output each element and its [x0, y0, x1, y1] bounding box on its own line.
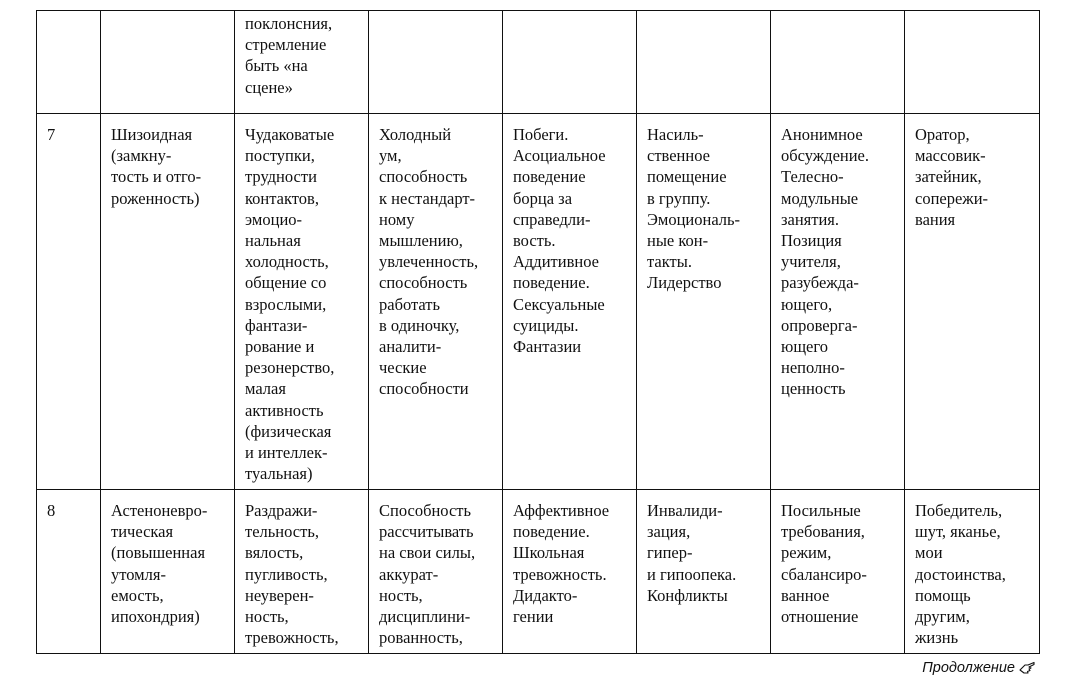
cell-line: поведение	[513, 167, 586, 187]
cell-line: работать	[379, 294, 441, 314]
cell-line: на свои силы,	[379, 543, 476, 563]
cell-line: Сексуальные	[513, 294, 605, 314]
cell-line: и интеллек-	[245, 443, 328, 463]
cell-line: быть «на	[245, 56, 308, 76]
cell-line: Эмоциональ-	[647, 209, 741, 229]
content-table	[36, 10, 1040, 654]
cell-behavior	[503, 11, 637, 114]
cell-line: общение со	[245, 273, 327, 293]
cell-line: в группу.	[647, 188, 711, 208]
cell-line: рованность,	[379, 628, 463, 648]
cell-roles	[905, 490, 1040, 654]
cell-line: гении	[513, 607, 554, 627]
cell-line: поклонсния,	[245, 14, 333, 33]
cell-line: достоинства,	[915, 564, 1006, 584]
cell-line: увлеченность,	[379, 252, 479, 272]
cell-line: помещение	[647, 167, 727, 187]
cell-line: Инвалиди-	[647, 501, 723, 520]
cell-line: ному	[379, 209, 415, 229]
cell-line: тревожность,	[245, 628, 339, 648]
cell-line: модульные	[781, 188, 859, 208]
cell-strengths	[369, 490, 503, 654]
cell-line: взрослыми,	[245, 294, 327, 314]
cell-line: Анонимное	[781, 125, 863, 144]
cell-line: учителя,	[781, 252, 841, 272]
cell-line: затейник,	[915, 167, 982, 187]
cell-line: Фантазии	[513, 337, 582, 357]
cell-line: трудности	[245, 167, 317, 187]
cell-line: контактов,	[245, 188, 319, 208]
cell-line: фантази-	[245, 315, 308, 335]
cell-line: поступки,	[245, 146, 315, 166]
cell-line: Побеги.	[513, 125, 569, 144]
cell-line: способность	[379, 273, 468, 293]
cell-line: эмоцио-	[245, 209, 303, 229]
cell-line: шут, яканье,	[915, 522, 1001, 542]
cell-line: Аддитивное	[513, 252, 599, 272]
cell-line: сбалансиро-	[781, 564, 867, 584]
cell-line: ющего	[781, 337, 828, 357]
cell-line: стремление	[245, 35, 327, 55]
cell-line: неполно-	[781, 358, 845, 378]
cell-type	[101, 11, 235, 114]
cell-line: ческие	[379, 358, 427, 378]
cell-line: требования,	[781, 522, 865, 542]
cell-line: туальная)	[245, 464, 313, 484]
cell-line: Холодный	[379, 125, 452, 144]
cell-line: малая	[245, 379, 286, 399]
cell-line: нальная	[245, 231, 301, 251]
continuation-label: Продолжение	[922, 660, 1015, 676]
cell-line: (физическая	[245, 421, 332, 441]
cell-line: ипохондрия)	[111, 607, 200, 627]
cell-line: Раздражи-	[245, 501, 318, 520]
cell-line: Школьная	[513, 543, 585, 563]
cell-line: Победитель,	[915, 501, 1003, 520]
cell-line: борца за	[513, 188, 573, 208]
cell-line: Асоциальное	[513, 146, 606, 166]
cell-therapy	[771, 114, 905, 490]
cell-line: ющего,	[781, 294, 833, 314]
cell-number	[37, 11, 101, 114]
cell-line: ценность	[781, 379, 846, 399]
cell-provoking	[637, 11, 771, 114]
cell-line: Оратор,	[915, 125, 970, 144]
cell-number	[37, 114, 101, 490]
cell-line: активность	[245, 400, 324, 420]
cell-line: Дидакто-	[513, 585, 578, 605]
cell-line: ственное	[647, 146, 710, 166]
cell-line: неуверен-	[245, 585, 314, 605]
cell-line: к нестандарт-	[379, 188, 476, 208]
cell-therapy	[771, 11, 905, 114]
cell-line: Шизоидная	[111, 125, 193, 144]
cell-line: в одиночку,	[379, 315, 460, 335]
cell-line: обсуждение.	[781, 146, 870, 166]
cell-line: Посильные	[781, 501, 861, 520]
cell-line: помощь	[915, 585, 971, 605]
cell-line: 7	[47, 125, 56, 144]
cell-line: Телесно-	[781, 167, 844, 187]
cell-line: рассчитывать	[379, 522, 474, 542]
cell-type	[101, 114, 235, 490]
cell-line: рование и	[245, 337, 315, 357]
cell-line: гипер-	[647, 543, 693, 563]
cell-line: и гипоопека.	[647, 564, 737, 584]
cell-line: утомля-	[111, 564, 166, 584]
cell-line: аналити-	[379, 337, 442, 357]
cell-line: Астеноневро-	[111, 501, 208, 520]
cell-line: вялость,	[245, 543, 304, 563]
cell-line: поведение.	[513, 273, 590, 293]
cell-line: Конфликты	[647, 585, 728, 605]
cell-features	[235, 490, 369, 654]
cell-line: резонерство,	[245, 358, 335, 378]
cell-line: холодность,	[245, 252, 329, 272]
cell-line: мышлению,	[379, 231, 463, 251]
cell-line: мои	[915, 543, 943, 563]
cell-line: аккурат-	[379, 564, 439, 584]
cell-line: ность,	[245, 607, 289, 627]
cell-strengths	[369, 11, 503, 114]
cell-features	[235, 114, 369, 490]
cell-line: способность	[379, 167, 468, 187]
cell-line: тическая	[111, 522, 174, 542]
cell-line: справедли-	[513, 209, 591, 229]
cell-line: вания	[915, 209, 956, 229]
cell-line: такты.	[647, 252, 692, 272]
cell-line: тельность,	[245, 522, 319, 542]
cell-type	[101, 490, 235, 654]
cell-line: зация,	[647, 522, 691, 542]
cell-line: 8	[47, 501, 56, 520]
cell-line: отношение	[781, 607, 859, 627]
cell-line: роженность)	[111, 188, 200, 208]
cell-line: (замкну-	[111, 146, 172, 166]
cell-line: разубежда-	[781, 273, 859, 293]
cell-line: Способность	[379, 501, 472, 520]
cell-therapy	[771, 490, 905, 654]
table-row	[37, 114, 1040, 490]
cell-line: сопережи-	[915, 188, 989, 208]
cell-line: вость.	[513, 231, 556, 251]
cell-line: (повышенная	[111, 543, 206, 563]
cell-line: тревожность.	[513, 564, 607, 584]
cell-line: ные кон-	[647, 231, 709, 251]
cell-features	[235, 11, 369, 114]
cell-line: сцене»	[245, 77, 293, 97]
continuation-note	[922, 660, 1035, 676]
cell-line: занятия.	[781, 209, 840, 229]
cell-line: поведение.	[513, 522, 590, 542]
cell-line: Аффективное	[513, 501, 610, 520]
cell-line: емость,	[111, 585, 164, 605]
cell-strengths	[369, 114, 503, 490]
cell-line: жизнь	[915, 628, 959, 648]
cell-line: ванное	[781, 585, 830, 605]
cell-line: суициды.	[513, 315, 579, 335]
cell-line: Лидерство	[647, 273, 722, 293]
pointing-hand-icon	[1019, 661, 1035, 675]
cell-roles	[905, 114, 1040, 490]
cell-line: другим,	[915, 607, 970, 627]
cell-behavior	[503, 490, 637, 654]
cell-line: ум,	[379, 146, 402, 166]
cell-line: массовик-	[915, 146, 986, 166]
cell-line: Чудаковатые	[245, 125, 335, 144]
cell-provoking	[637, 490, 771, 654]
cell-number	[37, 490, 101, 654]
cell-provoking	[637, 114, 771, 490]
cell-line: Насиль-	[647, 125, 704, 144]
cell-line: режим,	[781, 543, 832, 563]
cell-line: тость и отго-	[111, 167, 202, 187]
cell-line: ность,	[379, 585, 423, 605]
cell-behavior	[503, 114, 637, 490]
cell-line: способности	[379, 379, 469, 399]
cell-line: опроверга-	[781, 315, 858, 335]
cell-line: дисциплини-	[379, 607, 471, 627]
table-row	[37, 11, 1040, 114]
cell-roles	[905, 11, 1040, 114]
cell-line: пугливость,	[245, 564, 328, 584]
cell-line: Позиция	[781, 231, 842, 251]
table-row	[37, 490, 1040, 654]
